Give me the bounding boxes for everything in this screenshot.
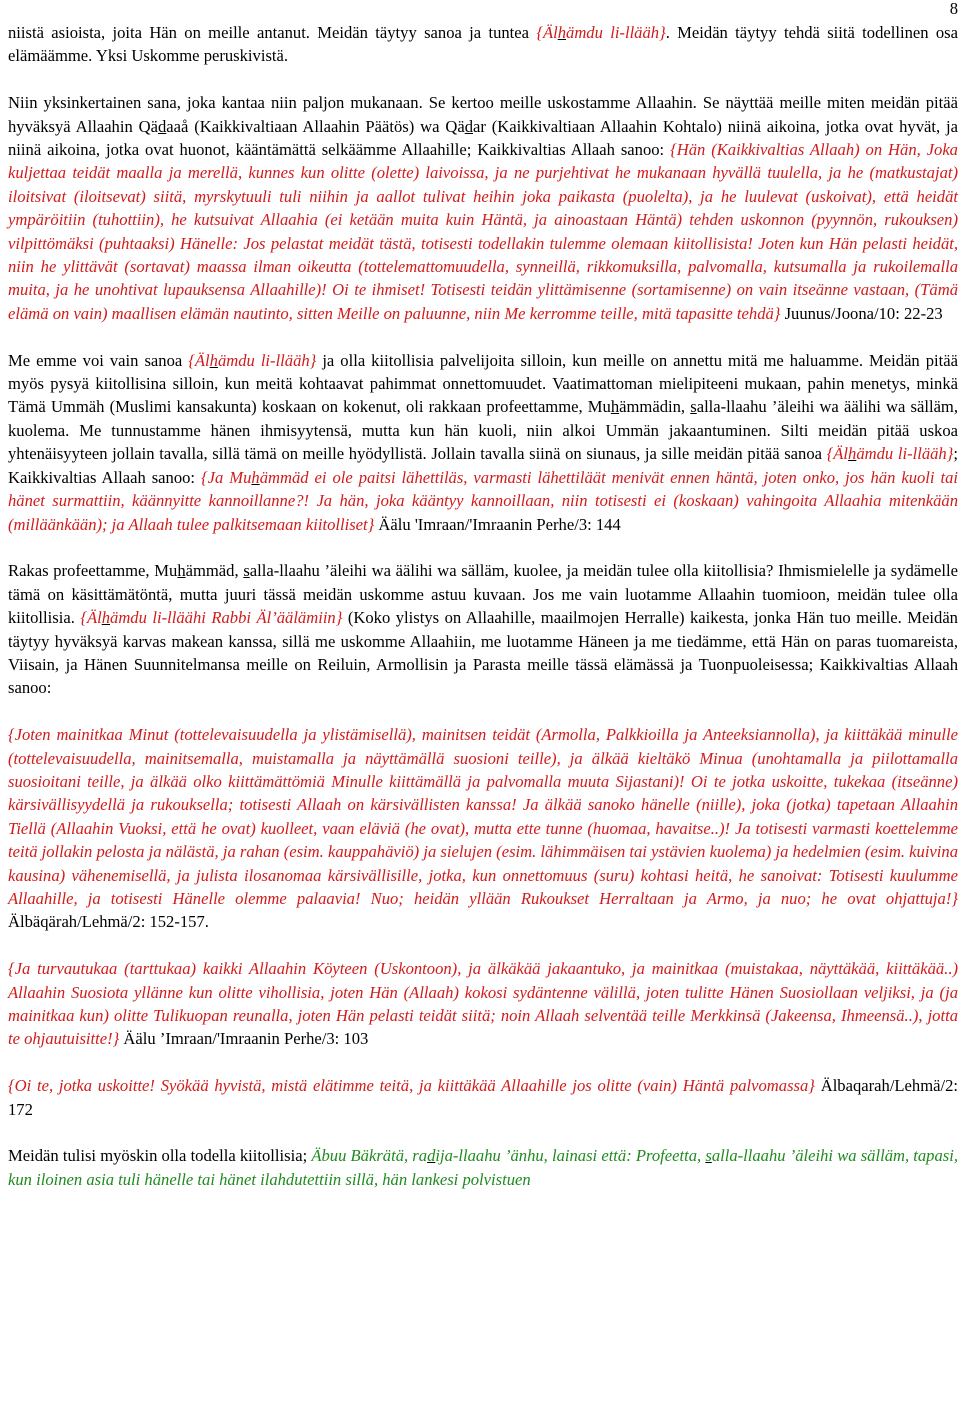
body-text: Meidän tulisi myöskin olla todella kiitollisia;	[8, 1146, 312, 1166]
paragraph	[8, 349, 958, 536]
body-text: alla-llaahu ’äleihi wa äälihi wa sälläm, kuolee, ja meidän tulee olla kiitollisia? Ihmismielelle ja sydämelle tämä on käsittämätöntä, mutta juuri tässä meidän uskomme astuu kuvaan. Jos me vain luotamme Allaahin tuomioon, meidän tulee olla kiitollisia.	[8, 561, 958, 628]
body-text: aaå (Kaikkivaltiaan Allaahin Päätös) wa Qä	[166, 116, 465, 136]
quran-quote-text: ämdu li-llääh}	[566, 23, 666, 42]
paragraph-gap	[8, 536, 958, 559]
body-text: ; Kaikkivaltias Allaah sanoo:	[8, 444, 958, 487]
quran-quote-text: {Äl	[188, 350, 210, 370]
hadith-quote-text: ija-llaahu ’änhu, lainasi että: Profeetta,	[435, 1146, 706, 1166]
hadith-quote-text: d	[427, 1146, 436, 1166]
body-text: s	[690, 397, 697, 417]
body-text: Äälu 'Imraan/'Imraanin Perhe/3: 144	[374, 514, 621, 534]
body-text: alla-llaahu ’äleihi wa äälihi wa sälläm, kuolema. Me tunnustamme hänen ihmisyytensä, mutta kun hän kuoli, niin alkoi Ummän jakaantuminen. Silti meidän pitää uskoa yhtenäisyyteen jollain tavalla, sillä tämä on meille hyödyllistä. Jollain tavalla siinä on siunaus, ja sille meidän pitää sanoa	[8, 397, 958, 464]
hadith-quote-text: s	[705, 1146, 712, 1166]
body-text: d	[157, 116, 167, 136]
paragraph-gap	[8, 1051, 958, 1074]
paragraph	[8, 91, 958, 325]
body-text: Me emme voi vain sanoa	[8, 350, 189, 370]
body-text: s	[243, 561, 250, 581]
paragraph	[8, 1074, 958, 1121]
body-text: . Meidän täytyy tehdä siitä todellinen osa elämäämme. Yksi Uskomme peruskivistä.	[8, 23, 958, 66]
paragraph	[8, 1144, 958, 1191]
quran-quote-text: ämmäd ei ole paitsi lähettiläs, varmasti lähettiläät menivät ennen häntä, joten onko, jos hän kuoli tai hänet surmattiin, käännyitte kannoillanne?! Ja hän, joka kääntyy kannoillaan, niin totisesti ei (koskaan) vahingoita Allaahia mitenkään (milläänkään); ja Allaah tulee palkitsemaan kiitolliset}	[8, 467, 958, 534]
body-text: ämmäd,	[185, 561, 244, 581]
paragraph	[8, 559, 958, 699]
quran-quote-text: ämdu li-llääh}	[217, 350, 317, 370]
body-text: ämmädin,	[619, 397, 691, 417]
quran-quote-text: {Hän (Kaikkivaltias Allaah) on Hän, Joka kuljettaa teidät maalla ja merellä, kunnes kun olitte (olette) laivoissa, ja ne purjehtivat he mukanaan hyvällä tuulella, ja he (matkustajat) iloitsivat (iloitsevat) siitä, myrskytuuli tuli niihin ja aallot tulivat heihin joka paikasta (puolelta), ja he luulevat (uskoivat), että heidät ympäröitiin (tuhottiin), he kutsuivat Allaahia (ei ketään muita kuin Häntä, ja ainoastaan Häntä) tehden uskonnon (pyynnön, rukouksen) vilpittömäksi (puhtaaksi) Hänelle: Jos pelastat meidät tästä, totisesti todellakin tulemme olemaan kiitollisista! Joten kun Hän pelasti heidät, niin he ylittävät (sortavat) maassa ilman oikeutta (tottelemattomuudella, synneillä, rikkomuksilla, palvomalla, kutsumalla ja rukoilemalla muita, ja he unohtivat lupauksensa Allaahille)! Oi te ihmiset! Totisesti teidän ylittämisenne (sortamisenne) on vain itseänne vastaan, (Tämä elämä on vain) maallisen elämän nautinto, sitten Meille on paluunne, niin Me kerromme teille, mitä tapasitte tehdä}	[8, 140, 958, 323]
body-text: h	[177, 561, 186, 581]
hadith-quote-text: Äbuu Bäkrätä, ra	[311, 1146, 428, 1166]
quran-quote-text: h	[209, 350, 218, 370]
quran-quote-text: h	[557, 23, 567, 42]
paragraph-gap	[8, 1121, 958, 1144]
quran-quote-text: {Äl	[536, 23, 558, 42]
quran-quote-text: ämdu li-llääh}	[856, 444, 954, 464]
body-text: h	[610, 397, 620, 417]
document-body	[8, 21, 958, 1191]
quran-quote-text: h	[101, 608, 111, 628]
quran-quote-text: {Joten mainitkaa Minut (tottelevaisuudella ja ylistämisellä), mainitsen teidät (Armolla, Palkkioilla ja Anteeksiannolla), ja kiittäkää minulle (tottelevaisuudella, mainitsemalla, muistamalla ja näyttämällä suosioni teille), ja älkää kieltäkö Minua (unohtamalla ja piilottamalla suosioitani teille, ja älkää olko kiittämättömiä Minulle kiittämällä ja palvomalla muuta Sijastani)! Oi te jotka uskoitte, tukekaa (itseänne) kärsivällisyydellä ja rukouksella; totisesti Allaah on kärsivällisten kanssa! Ja älkää sanoko hänelle (niille), joka (jotka) tapetaan Allaahin Tiellä (Allaahin Vuoksi, että he ovat) kuolleet, vaan eläviä (he ovat), mutta ette tunne (huomaa, havaitse..)! Ja totisesti varmasti koettelemme teitä jollakin pelosta ja nälästä, ja rahan (esim. kauppahäviö) ja sielujen (esim. lähimmäisen tai ystävien kuolema) ja hedelmien (esim. kuivina kausina) vähenemisellä, ja julista ilosanomaa kärsivällisille, jotka, kun onnettomuus (suru) kohtasi heitä, he sanoivat: Totisesti kuulumme Allaahille, ja totisesti Hänelle olemme palaavia! Nuo; heidän yllään Rukoukset Herraltaan ja Armo, ja nuo; he ovat ohjattuja!}	[8, 725, 958, 908]
body-text: Rakas profeettamme, Mu	[8, 561, 178, 581]
paragraph	[8, 957, 958, 1051]
quran-quote-text: {Oi te, jotka uskoitte! Syökää hyvistä, mistä elätimme teitä, ja kiittäkää Allaahille jos olitte (vain) Häntä palvomassa}	[8, 1076, 815, 1096]
quran-quote-text: {Ja turvautukaa (tarttukaa) kaikki Allaahin Köyteen (Uskontoon), ja älkäkää jakaantuko, ja mainitkaa (muistakaa, näyttäkää, kiittäkää..) Allaahin Suosiota yllänne kun olitte vihollisia, joten Hän (Allaah) kokosi sydäntenne välillä, joten tulitte Hänen Suosiollaan veljiksi, ja (ja mainitkaa kun) olitte Tulikuopan reunalla, joten Hän pelasti teidät siitä; noin Allaah selventää teille Merkkinsä (Jakeensa, Ihmeensä..), jotta te ohjautuisitte!}	[8, 959, 958, 1049]
hadith-quote-text: alla-llaahu ’äleihi wa sälläm, tapasi, kun iloinen asia tuli hänelle tai hänet ilahdutettiin sillä, hän lankesi polvistuen	[8, 1146, 958, 1189]
body-text: d	[464, 116, 473, 136]
paragraph-gap	[8, 68, 958, 91]
quran-quote-text: ämdu li-lläähi Rabbi Äl’äälämiin}	[110, 608, 343, 628]
body-text: (Koko ylistys on Allaahille, maailmojen Herralle) kaikesta, jonka Hän tuo meille. Meidän täytyy hyväksyä karvas makean kanssa, sillä me uskomme Allaahiin, me luotamme Häneen ja me tiedämme, että Hän on paras tuomareista, Viisain, ja Hänen Suunnitelmansa meille on Reiluin, Armollisin ja Parasta meille tässä elämässä ja Tuonpuoleisessa; Kaikkivaltias Allaah sanoo:	[8, 608, 958, 698]
paragraph	[8, 21, 958, 68]
quran-quote-text: h	[251, 467, 260, 487]
quran-quote-text: {Äl	[80, 608, 102, 628]
body-text: ar (Kaikkivaltiaan Allaahin Kohtalo) niinä aikoina, jotka ovat hyvät, ja niinä aikoina, jotka ovat huonot, kääntämättä selkäämme Allaahille; Kaikkivaltias Allaah sanoo:	[8, 116, 958, 160]
body-text: Äälu ’Imraan/'Imraanin Perhe/3: 103	[119, 1029, 369, 1049]
paragraph-gap	[8, 934, 958, 957]
body-text: Niin yksinkertainen sana, joka kantaa niin paljon mukanaan. Se kertoo meille uskostamme Allaahin. Se näyttää meille miten meidän pitää hyväksyä Allaahin Qä	[8, 93, 958, 136]
quran-quote-text: {Äl	[826, 444, 849, 464]
body-text: ja olla kiitollisia palvelijoita silloin, kun meille on annettu mitä me haluamme. Meidän pitää myös pysyä kiitollisina silloin, kun meitä kohtaavat pahimmat onnettomuudet. Vaatimattoman mielipiteeni mukaan, pahin menetys, minkä Tämä Ummäh (Muslimi kansakunta) koskaan on kokenut, oli rakkaan profeettamme, Mu	[8, 350, 958, 417]
body-text: Älbaqarah/Lehmä/2: 172	[8, 1076, 959, 1119]
quran-quote-text: {Ja Mu	[201, 467, 252, 487]
body-text: Juunus/Joona/10: 22-23	[780, 303, 943, 323]
paragraph-gap	[8, 700, 958, 723]
paragraph	[8, 723, 958, 934]
quran-quote-text: h	[848, 444, 857, 464]
body-text: niistä asioista, joita Hän on meille antanut. Meidän täytyy sanoa ja tuntea	[8, 23, 537, 42]
body-text: Älbäqärah/Lehmä/2: 152-157.	[8, 912, 209, 932]
paragraph-gap	[8, 325, 958, 348]
page-number: 8	[949, 0, 958, 18]
